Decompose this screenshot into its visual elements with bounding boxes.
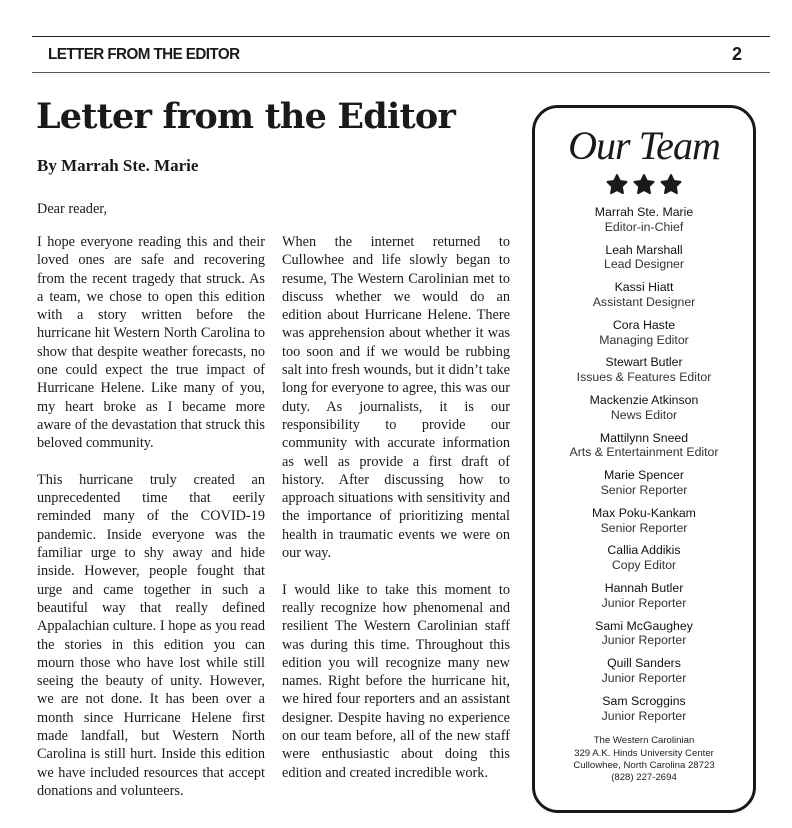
stars-row (535, 173, 753, 197)
team-member (535, 468, 753, 498)
page-number: 2 (731, 44, 742, 64)
section-label: LETTER FROM THE EDITOR (48, 46, 240, 63)
member-name: Mattilynn Sneed (599, 430, 689, 445)
team-member (535, 280, 753, 310)
team-member (535, 355, 753, 385)
member-role: Copy Editor (611, 558, 677, 573)
member-role: Senior Reporter (600, 482, 688, 497)
paragraph: I hope everyone reading this and their loved ones are safe and recovering from the recent tragedy that struck. As a team, we chose to open this edition with a story written before the hurricane hit Western North Carolina to show that despite weather forecasts, no one could expect the true impact of Hurricane Helene. Like many of you, my heart broke as I became more aware of the devastation that struck this beloved community. (37, 234, 265, 452)
article-title: Letter from the Editor (36, 96, 456, 137)
our-team-box (532, 105, 756, 813)
member-name: Callia Addikis (607, 543, 681, 558)
member-role: Issues & Features Editor (576, 370, 712, 385)
byline: By Marrah Ste. Marie (37, 156, 199, 175)
member-name: Sam Scroggins (602, 693, 686, 708)
member-name: Leah Marshall (605, 242, 683, 257)
member-name: Max Poku-Kankam (592, 505, 696, 520)
member-name: Stewart Butler (605, 355, 683, 370)
member-role: Senior Reporter (600, 520, 688, 535)
team-member (535, 619, 753, 649)
member-role: News Editor (610, 407, 678, 422)
team-list (535, 205, 753, 723)
greeting: Dear reader, (37, 201, 108, 217)
star-icon (662, 175, 681, 193)
member-name: Cora Haste (612, 317, 676, 332)
member-name: Kassi Hiatt (614, 280, 674, 295)
org-name: The Western Carolinian (593, 735, 695, 747)
member-role: Junior Reporter (601, 670, 687, 685)
paragraph: I would like to take this moment to really recognize how phenomenal and resilient The Western Carolinian staff was during this time. Throughout this edition you will recognize many new names. Right before the hurricane hit, we hired four reporters and an assistant designer. Despite having no experience on our team before, all of the new staff were enthusiastic about doing this edition and created incredible work. (282, 581, 510, 781)
team-member (535, 205, 753, 235)
team-member (535, 506, 753, 536)
member-role: Managing Editor (599, 332, 689, 347)
member-name: Marrah Ste. Marie (594, 205, 694, 219)
team-member (535, 393, 753, 423)
member-role: Arts & Entertainment Editor (569, 445, 719, 460)
contact-info (535, 735, 753, 784)
address-line-1: 329 A.K. Hinds University Center (574, 747, 714, 759)
article-column-2 (282, 233, 510, 800)
member-name: Quill Sanders (607, 656, 681, 671)
member-role: Junior Reporter (601, 708, 687, 723)
member-name: Sami McGaughey (595, 618, 693, 633)
member-role: Lead Designer (604, 257, 684, 272)
member-name: Mackenzie Atkinson (589, 392, 699, 407)
address-line-2: Cullowhee, North Carolina 28723 (573, 759, 715, 771)
team-member (535, 243, 753, 273)
member-name: Marie Spencer (604, 468, 684, 483)
team-member (535, 318, 753, 348)
team-member (535, 694, 753, 724)
member-role: Junior Reporter (601, 633, 687, 648)
member-name: Hannah Butler (604, 580, 684, 595)
member-role: Junior Reporter (601, 595, 687, 610)
page-header (32, 36, 770, 73)
team-member (535, 431, 753, 461)
article-column-1 (37, 233, 265, 819)
paragraph: When the internet returned to Cullowhee and life slowly began to resume, The Western Carolinian met to discuss whether we would do an edition about Hurricane Helene. There was apprehension about whether it was too soon and if we would be rubbing salt into fresh wounds, but it didn’t take long for everyone to agree, this was our duty. As journalists, it is our responsibility to provide our community with accurate information as well as provide a first draft of history. After discussing how to approach situations with sensitivity and the importance of prioritizing mental health in traumatic events we were on our way. (282, 234, 510, 562)
member-role: Editor-in-Chief (604, 219, 684, 234)
member-role: Assistant Designer (592, 294, 696, 309)
star-icon (635, 175, 654, 193)
team-title: Our Team (568, 123, 720, 168)
star-icon (608, 175, 627, 193)
phone: (828) 227-2694 (611, 772, 677, 784)
team-member (535, 656, 753, 686)
team-member (535, 581, 753, 611)
team-member (535, 543, 753, 573)
paragraph: This hurricane truly created an unprecedented time that eerily reminded many of the COVID-19 pandemic. Inside everyone was the familiar urge to shy away and hide inside. However, people fought that urge and came together in such a beautiful way that really defined Appalachian culture. I hope as you read the stories in this edition you can mourn those who have lost while still seeing the beauty of unity. However, we are not done. It has been over a month since Hurricane Helene first made landfall, but Western North Carolina is still hurt. Inside this edition we have included resources that accept donations and volunteers. (37, 471, 265, 799)
